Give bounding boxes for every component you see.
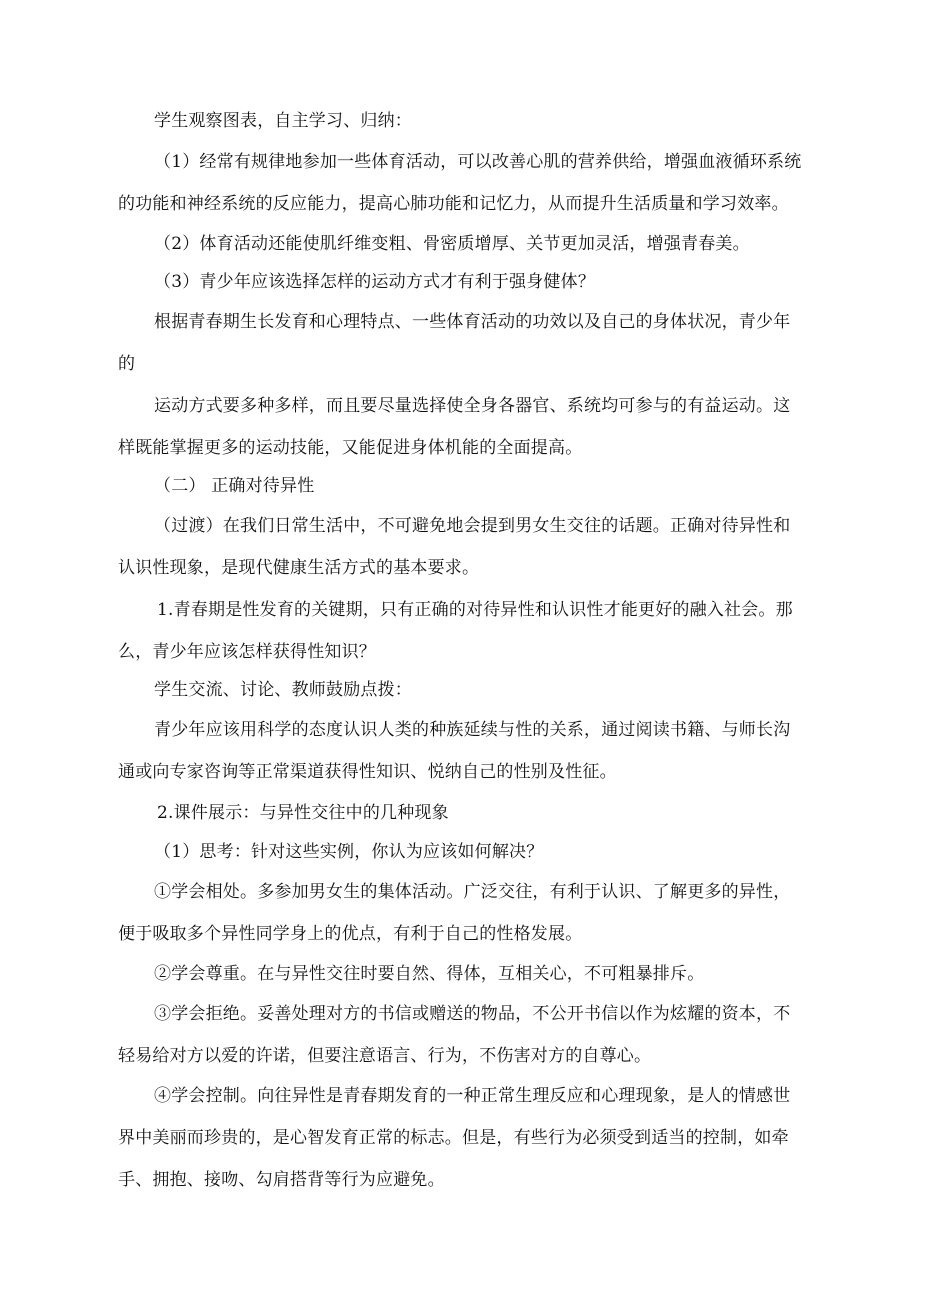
paragraph-line: （过渡）在我们日常生活中，不可避免地会提到男女生交往的话题。正确对待异性和 [154, 516, 791, 536]
paragraph-line: 学生观察图表，自主学习、归纳： [154, 111, 412, 131]
paragraph-line: ②学会尊重。在与异性交往时要自然、得体，互相关心，不可粗暴排斥。 [154, 964, 705, 984]
paragraph-line: 的功能和神经系统的反应能力，提高心肺功能和记忆力，从而提升生活质量和学习效率。 [118, 194, 789, 214]
paragraph-line: 样既能掌握更多的运动技能，又能促进身体机能的全面提高。 [118, 438, 583, 458]
section-heading: （二） 正确对待异性 [154, 476, 315, 496]
paragraph-line: 1.青春期是性发育的关键期，只有正确的对待异性和认识性才能更好的融入社会。那 [157, 600, 793, 620]
paragraph-line: ①学会相处。多参加男女生的集体活动。广泛交往，有利于认识、了解更多的异性， [154, 882, 791, 902]
paragraph-line: 手、拥抱、接吻、勾肩搭背等行为应避免。 [118, 1170, 445, 1190]
paragraph-line: 学生交流、讨论、教师鼓励点拨： [154, 680, 412, 700]
paragraph-line: （1）经常有规律地参加一些体育活动，可以改善心肌的营养供给，增强血液循环系统 [154, 152, 802, 172]
paragraph-line: 便于吸取多个异性同学身上的优点，有利于自己的性格发展。 [118, 924, 583, 944]
paragraph-line: （2）体育活动还能使肌纤维变粗、骨密质增厚、关节更加灵活，增强青春美。 [154, 234, 750, 254]
paragraph-line: （3）青少年应该选择怎样的运动方式才有利于强身健体？ [154, 272, 596, 292]
paragraph-line: ③学会拒绝。妥善处理对方的书信或赠送的物品，不公开书信以作为炫耀的资本，不 [154, 1004, 791, 1024]
paragraph-line: 青少年应该用科学的态度认识人类的种族延续与性的关系，通过阅读书籍、与师长沟 [154, 720, 791, 740]
paragraph-line: 根据青春期生长发育和心理特点、一些体育活动的功效以及自己的身体状况，青少年 [154, 312, 791, 332]
paragraph-line: 认识性现象，是现代健康生活方式的基本要求。 [118, 558, 480, 578]
paragraph-line: 运动方式要多种多样，而且要尽量选择使全身各器官、系统均可参与的有益运动。这 [154, 396, 791, 416]
paragraph-line: 的 [118, 354, 136, 374]
paragraph-line: 界中美丽而珍贵的，是心智发育正常的标志。但是，有些行为必须受到适当的控制，如牵 [118, 1128, 789, 1148]
paragraph-line: 么，青少年应该怎样获得性知识？ [118, 642, 376, 662]
paragraph-line: （1）思考：针对这些实例，你认为应该如何解决？ [154, 842, 544, 862]
paragraph-line: ④学会控制。向往异性是青春期发育的一种正常生理反应和心理现象，是人的情感世 [154, 1086, 791, 1106]
paragraph-line: 轻易给对方以爱的许诺，但要注意语言、行为，不伤害对方的自尊心。 [118, 1046, 652, 1066]
paragraph-line: 2.课件展示：与异性交往中的几种现象 [157, 803, 449, 823]
paragraph-line: 通或向专家咨询等正常渠道获得性知识、悦纳自己的性别及性征。 [118, 762, 617, 782]
